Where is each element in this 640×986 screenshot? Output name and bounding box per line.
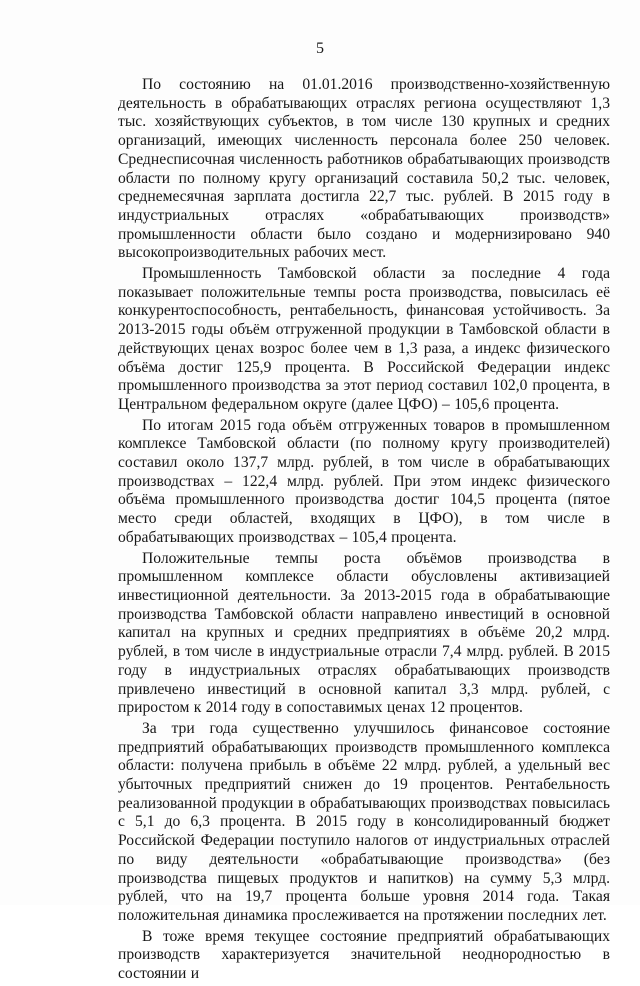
paragraph-1: По состоянию на 01.01.2016 производственно-хозяйственную деятельность в обрабатывающих отраслях региона осуществляют 1,3 тыс. хозяйствующих субъектов, в том числе 130 крупных и средних организаций, имеющих численность персонала более 250 человек. Среднесписочная численность работников обрабатывающих производств области по полному кругу организаций составила 50,2 тыс. человек, среднемесячная зарплата достигла 22,7 тыс. рублей. В 2015 году в индустриальных отраслях «обрабатывающих производств» промышленности области было создано и модернизировано 940 высокопроизводительных рабочих мест. xyxy=(118,76,610,262)
page-number: 5 xyxy=(316,40,324,57)
paragraph-5: За три года существенно улучшилось финансовое состояние предприятий обрабатывающих производств промышленного комплекса области: получена прибыль в объёме 22 млрд. рублей, а удельный вес убыточных предприятий снижен до 19 процентов. Рентабельность реализованной продукции в обрабатывающих производствах повысилась с 5,1 до 6,3 процента. В 2015 году в консолидированный бюджет Российской Федерации поступило налогов от индустриальных отраслей по виду деятельности «обрабатывающие производства» (без производства пищевых продуктов и напитков) на сумму 5,3 млрд. рублей, что на 19,7 процента больше уровня 2014 года. Такая положительная динамика прослеживается на протяжении последних лет. xyxy=(118,719,610,924)
paragraph-4: Положительные темпы роста объёмов производства в промышленном комплексе области обусловлены активизацией инвестиционной деятельности. За 2013-2015 года в обрабатывающие производства Тамбовской области направлено инвестиций в основной капитал на крупных и средних предприятиях в объёме 20,2 млрд. рублей, в том числе в индустриальные отрасли 7,4 млрд. рублей. В 2015 году в индустриальных отраслях обрабатывающих производств привлечено инвестиций в основной капитал 3,3 млрд. рублей, с приростом к 2014 году в сопоставимых ценах 12 процентов. xyxy=(118,549,610,717)
paragraph-3: По итогам 2015 года объём отгруженных товаров в промышленном комплексе Тамбовской области (по полному кругу производителей) составил около 137,7 млрд. рублей, в том числе в обрабатывающих производствах – 122,4 млрд. рублей. При этом индекс физического объёма промышленного производства достиг 104,5 процента (пятое место среди областей, входящих в ЦФО), в том числе в обрабатывающих производствах – 105,4 процента. xyxy=(118,416,610,546)
document-body xyxy=(118,76,610,986)
paragraph-2: Промышленность Тамбовской области за последние 4 года показывает положительные темпы роста производства, повысилась её конкурентоспособность, рентабельность, финансовая устойчивость. За 2013-2015 годы объём отгруженной продукции в Тамбовской области в действующих ценах возрос более чем в 1,3 раза, а индекс физического объёма достиг 125,9 процента. В Российской Федерации индекс промышленного производства за этот период составил 102,0 процента, в Центральном федеральном округе (далее ЦФО) – 105,6 процента. xyxy=(118,265,610,413)
paragraph-6: В тоже время текущее состояние предприятий обрабатывающих производств характеризуется значительной неоднородностью в состоянии и xyxy=(118,927,610,983)
